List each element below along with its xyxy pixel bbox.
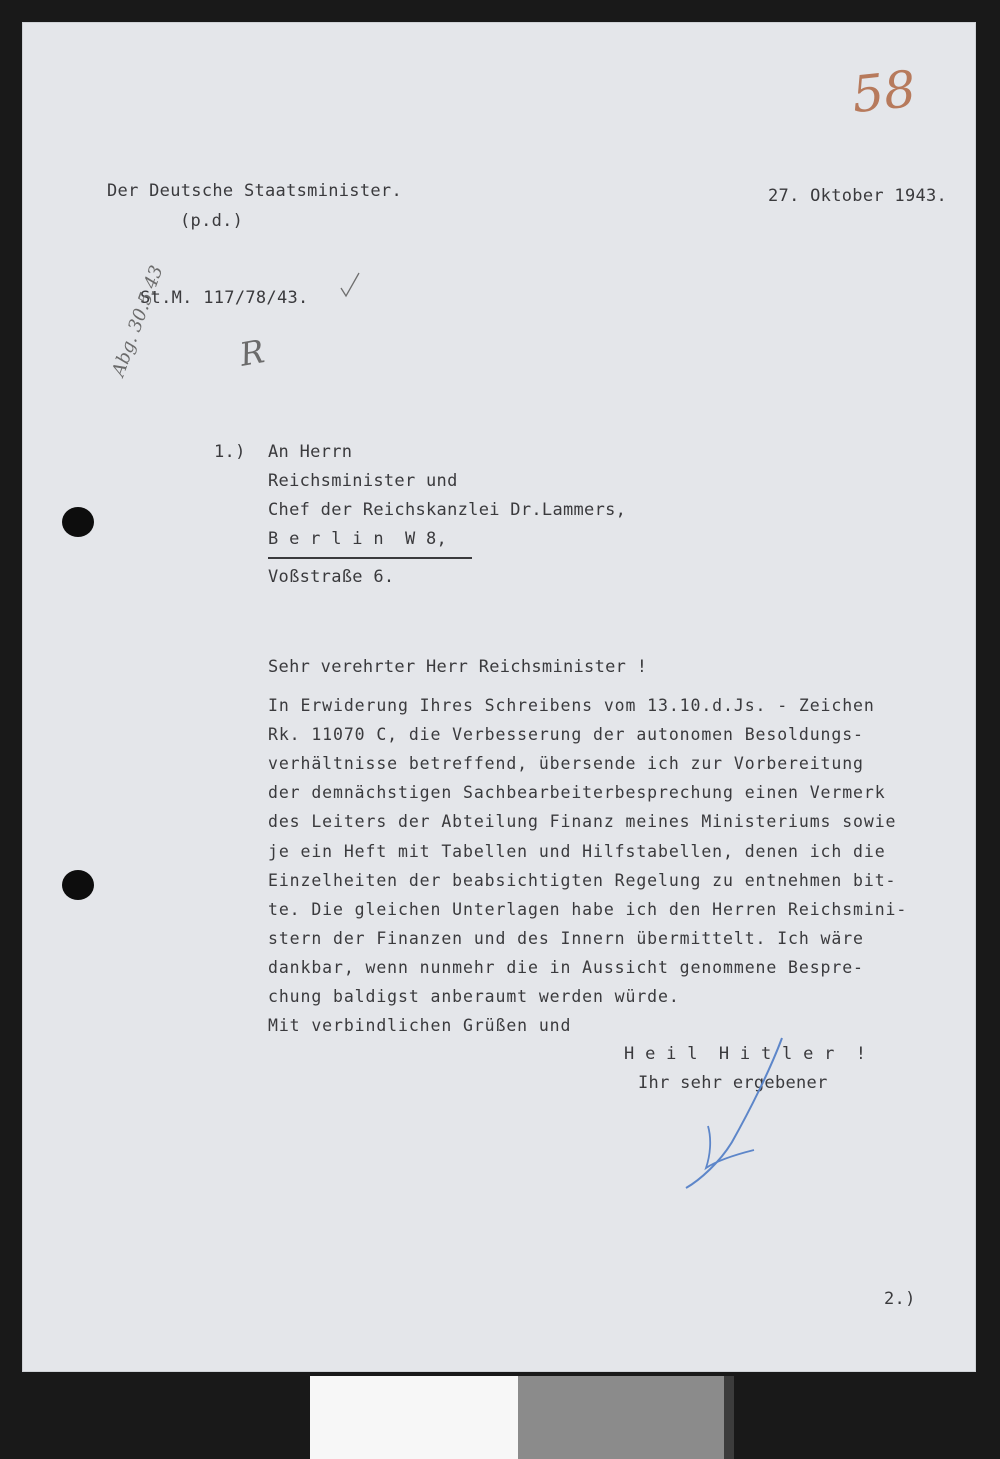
scan-calibration-gray <box>518 1376 724 1459</box>
address-line: Chef der Reichskanzlei Dr.Lammers, <box>268 500 627 520</box>
address-street: Voßstraße 6. <box>268 567 395 587</box>
punch-hole-bottom <box>62 870 94 900</box>
body-line: Rk. 11070 C, die Verbesserung der autonomen Besoldungs- <box>268 725 864 744</box>
address-city: B e r l i n W 8, <box>268 529 448 549</box>
letter-date: 27. Oktober 1943. <box>768 186 948 206</box>
body-line: Mit verbindlichen Grüßen und <box>268 1016 572 1035</box>
body-line: je ein Heft mit Tabellen und Hilfstabellen, denen ich die <box>268 842 886 861</box>
body-line: des Leiters der Abteilung Finanz meines Ministeriums sowie <box>268 812 897 831</box>
margin-initial: R <box>236 332 268 374</box>
margin-note: Abg. 30.5.43 <box>108 262 168 380</box>
folio-number: 58 <box>849 59 919 125</box>
signature <box>670 1030 820 1200</box>
body-line: verhältnisse betreffend, übersende ich zur Vorbereitung <box>268 754 864 773</box>
sender-note: (p.d.) <box>180 211 244 231</box>
next-page-marker: 2.) <box>884 1289 916 1309</box>
closing-formula: Ihr sehr ergebener <box>638 1073 828 1093</box>
scan-calibration-white <box>310 1376 518 1459</box>
body-line: dankbar, wenn nunmehr die in Aussicht genommene Bespre- <box>268 958 864 977</box>
body-line: der demnächstigen Sachbearbeiterbesprechung einen Vermerk <box>268 783 886 802</box>
sender-line: Der Deutsche Staatsminister. <box>107 181 402 201</box>
punch-hole-top <box>62 507 94 537</box>
address-line: Reichsminister und <box>268 471 458 491</box>
body-line: chung baldigst anberaumt werden würde. <box>268 987 680 1006</box>
city-underline <box>268 557 472 559</box>
reference-number: St.M. 117/78/43. <box>140 288 309 308</box>
address-line: An Herrn <box>268 442 353 462</box>
item-number: 1.) <box>214 442 246 462</box>
body-line: In Erwiderung Ihres Schreibens vom 13.10.d.Js. - Zeichen <box>268 696 875 715</box>
body-line: Einzelheiten der beabsichtigten Regelung zu entnehmen bit- <box>268 871 897 890</box>
salutation: Sehr verehrter Herr Reichsminister ! <box>268 657 648 677</box>
body-line: stern der Finanzen und des Innern übermittelt. Ich wäre <box>268 929 864 948</box>
scan-calibration-dark <box>724 1376 734 1459</box>
closing-greeting: H e i l H i t l e r ! <box>624 1044 867 1064</box>
check-mark-icon <box>338 270 362 300</box>
body-line: te. Die gleichen Unterlagen habe ich den Herren Reichsmini- <box>268 900 908 919</box>
